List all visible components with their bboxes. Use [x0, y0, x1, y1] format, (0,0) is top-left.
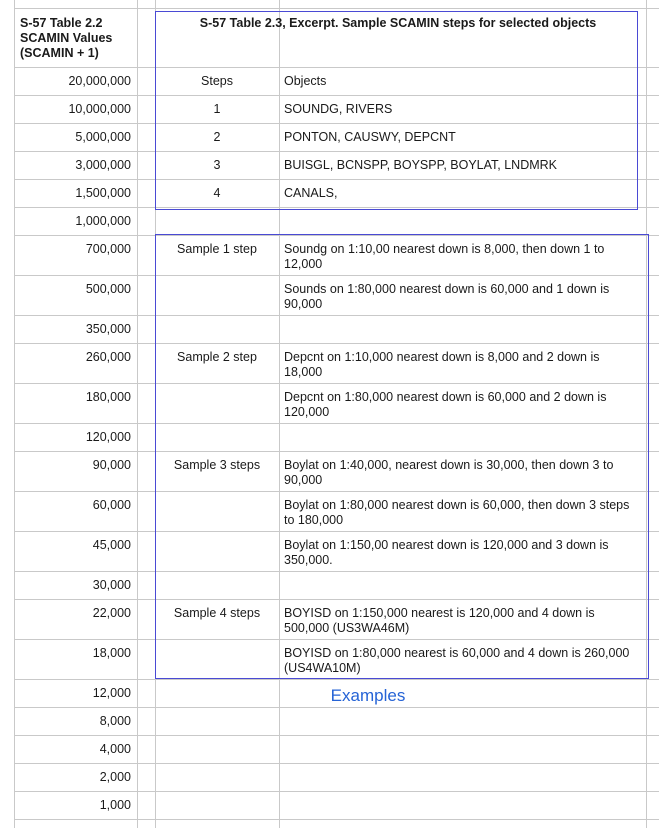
scamin-value: 3,000,000 [75, 158, 131, 172]
sample-text: Sounds on 1:80,000 nearest down is 60,000 and 1 down is 90,000 [284, 282, 610, 311]
sample-text: BOYISD on 1:150,000 nearest is 120,000 and 4 down is 500,000 (US3WA46M) [284, 606, 595, 635]
sample-text: Soundg on 1:10,00 nearest down is 8,000, then down 1 to 12,000 [284, 242, 605, 271]
scamin-value: 500,000 [85, 282, 131, 296]
scamin-value: 20,000,000 [68, 74, 131, 88]
scamin-value: 60,000 [92, 498, 131, 512]
sample-label: Sample 1 step [177, 242, 257, 256]
scamin-value: 1,000,000 [75, 214, 131, 228]
table-2-3-title: S-57 Table 2.3, Excerpt. Sample SCAMIN steps for selected objects [199, 16, 597, 30]
step-objects: BUISGL, BCNSPP, BOYSPP, BOYLAT, LNDMRK [284, 158, 558, 172]
sample-text: Boylat on 1:80,000 nearest down is 60,000, then down 3 steps to 180,000 [284, 498, 630, 527]
scamin-value: 10,000,000 [68, 102, 131, 116]
scamin-value: 350,000 [85, 322, 131, 336]
scamin-value: 120,000 [85, 430, 131, 444]
scamin-value: 8,000 [99, 714, 131, 728]
samples-highlight-box [155, 234, 649, 679]
step-number: 3 [213, 158, 221, 172]
sample-text: BOYISD on 1:80,000 nearest is 60,000 and 4 down is 260,000 (US4WA10M) [284, 646, 630, 675]
scamin-value: 22,000 [92, 606, 131, 620]
sample-text: Boylat on 1:40,000, nearest down is 30,000, then down 3 to 90,000 [284, 458, 614, 487]
scamin-value: 700,000 [85, 242, 131, 256]
sample-text: Boylat on 1:150,00 nearest down is 120,000 and 3 down is 350,000. [284, 538, 609, 567]
row-line [14, 791, 659, 792]
row-line [14, 679, 659, 680]
scamin-value: 1,500,000 [75, 186, 131, 200]
sample-text: Depcnt on 1:80,000 nearest down is 60,000 and 2 down is 120,000 [284, 390, 607, 419]
step-number: 2 [213, 130, 221, 144]
row-line [14, 763, 659, 764]
objects-column-header: Objects [284, 74, 327, 88]
scamin-value: 90,000 [92, 458, 131, 472]
row-line [14, 735, 659, 736]
grid-line-scamin [137, 0, 138, 828]
sample-text: Depcnt on 1:10,000 nearest down is 8,000 and 2 down is 18,000 [284, 350, 600, 379]
sample-label: Sample 2 step [177, 350, 257, 364]
scamin-value: 5,000,000 [75, 130, 131, 144]
scamin-value: 260,000 [85, 350, 131, 364]
scamin-values-header: S-57 Table 2.2 SCAMIN Values (SCAMIN + 1) [20, 16, 113, 60]
row-line [14, 707, 659, 708]
row-line [14, 819, 659, 820]
steps-highlight-box [155, 11, 638, 210]
scamin-value: 2,000 [99, 770, 131, 784]
step-objects: SOUNDG, RIVERS [284, 102, 393, 116]
scamin-value: 45,000 [92, 538, 131, 552]
sample-label: Sample 3 steps [173, 458, 261, 472]
scamin-value: 18,000 [92, 646, 131, 660]
scamin-value: 1,000 [99, 798, 131, 812]
grid-line-top [14, 8, 659, 9]
step-number: 4 [213, 186, 221, 200]
grid-line-left [14, 0, 15, 828]
step-objects: PONTON, CAUSWY, DEPCNT [284, 130, 456, 144]
scamin-value: 30,000 [92, 578, 131, 592]
scamin-value: 4,000 [99, 742, 131, 756]
scamin-value: 12,000 [92, 686, 131, 700]
steps-column-header: Steps [201, 74, 233, 88]
step-number: 1 [213, 102, 221, 116]
scamin-value: 180,000 [85, 390, 131, 404]
step-objects: CANALS, [284, 186, 338, 200]
sample-label: Sample 4 steps [173, 606, 261, 620]
examples-label: Examples [330, 686, 406, 705]
